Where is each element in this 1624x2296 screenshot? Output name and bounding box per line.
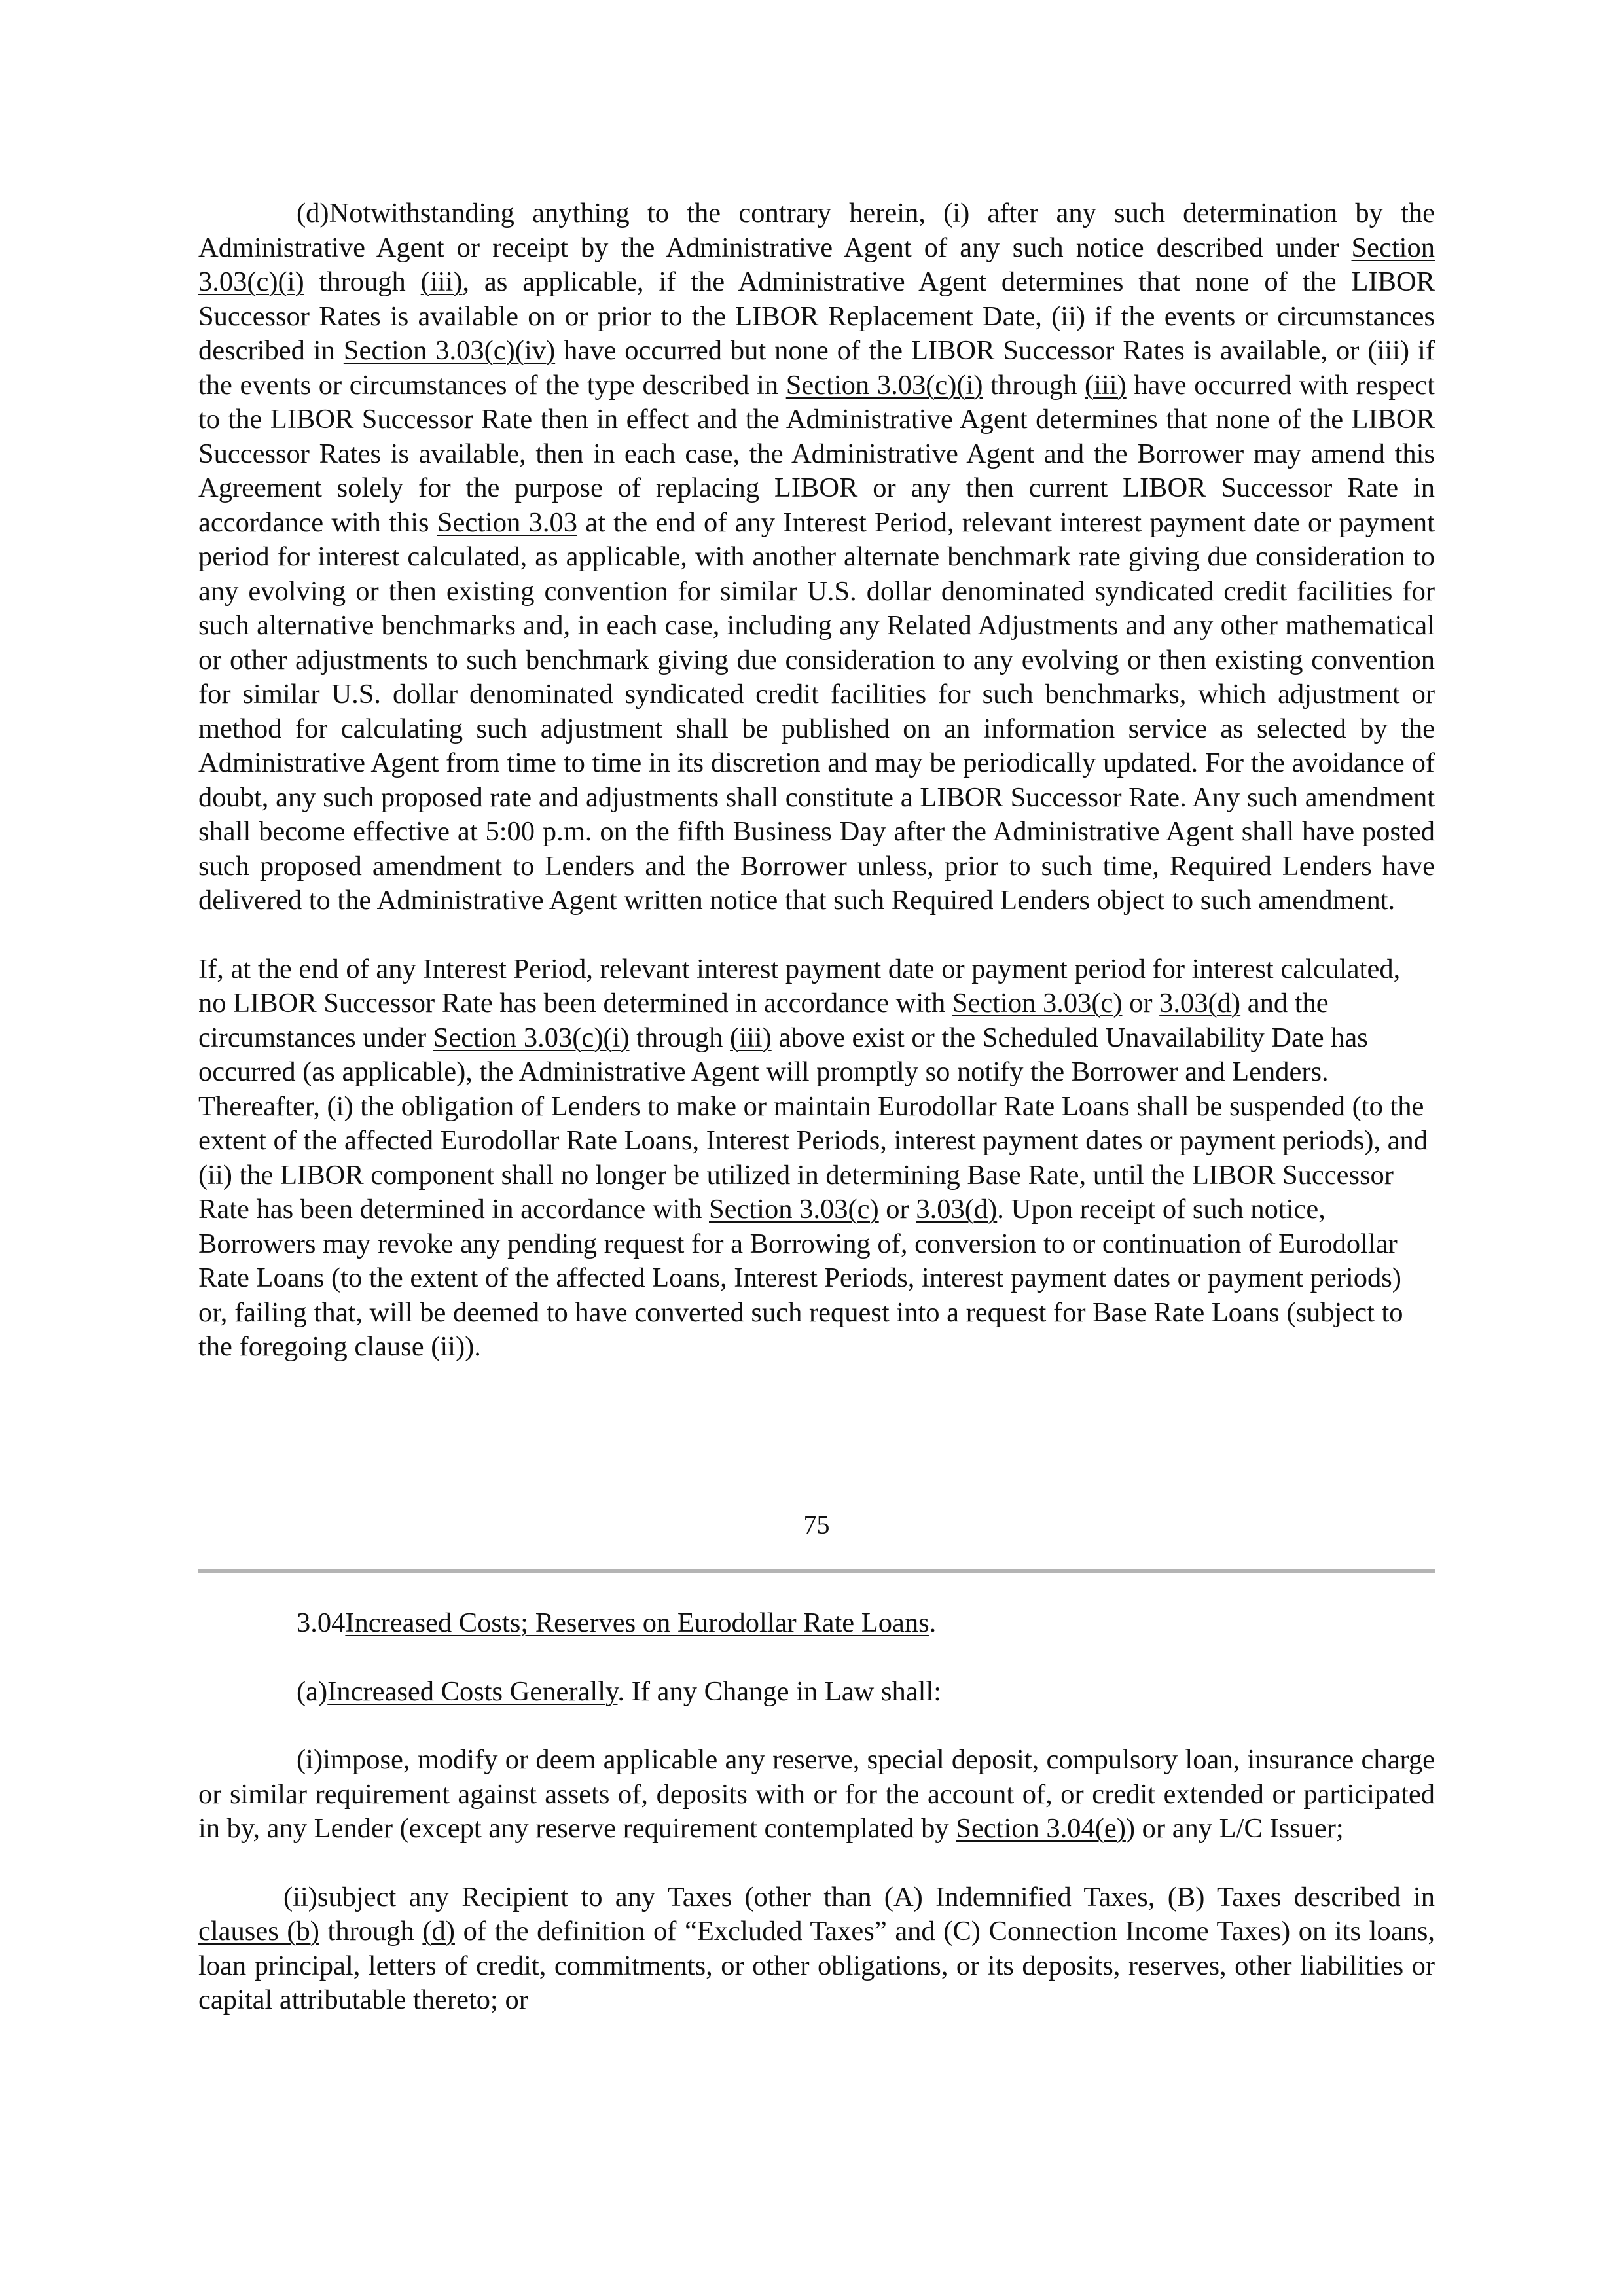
section-ref-link[interactable]: 3.03(d) (916, 1194, 998, 1225)
page-divider (198, 1569, 1435, 1573)
section-ref-link[interactable]: Section 3.03 (437, 507, 577, 538)
section-ref-link[interactable]: Section 3.03(c)(i) (785, 369, 983, 401)
section-ref-link[interactable]: (iii) (420, 266, 463, 297)
section-ref-link[interactable]: (iii) (1084, 369, 1127, 401)
section-ref-link[interactable]: Section 3.03(c)(iv) (343, 335, 556, 366)
paragraph-i-number: (i) (297, 1744, 323, 1775)
paragraph-ii: (ii)subject any Recipient to any Taxes (other than (A) Indemnified Taxes, (B) Taxes described in clauses (b) through (d) of the definition of “Excluded Taxes” and (C) Connection Income Taxes) on its loans, loan principal, letters of credit, commitments, or other obligations, or its deposits, reserves, other liabilities or capital attributable thereto; or (198, 1881, 1435, 2015)
clause-ref-link[interactable]: clauses (b) (198, 1916, 319, 1946)
section-ref-link[interactable]: Section 3.03(c) (709, 1194, 879, 1225)
section-ref-link[interactable]: Section 3.03(c)(i) (433, 1022, 630, 1053)
section-ref-link[interactable]: Section 3.03(c)(i) (198, 232, 1435, 297)
page-number: 75 (803, 1510, 830, 1539)
paragraph-if: If, at the end of any Interest Period, relevant interest payment date or payment period for interest calculated, no LIBOR Successor Rate has been determined in accordance with Section 3.03(c) or 3.03(d) and the circumstances under Section 3.03(c)(i) through (iii) above exist or the Scheduled Unavailability Date has occurred (as applicable), the Administrative Agent will promptly so notify the Borrower and Lenders. Thereafter, (i) the obligation of Lenders to make or maintain Eurodollar Rate Loans shall be suspended (to the extent of the affected Eurodollar Rate Loans, Interest Periods, interest payment dates or payment periods), and (ii) the LIBOR component shall no longer be utilized in determining Base Rate, until the LIBOR Successor Rate has been determined in accordance with Section 3.03(c) or 3.03(d). Upon receipt of such notice, Borrowers may revoke any pending request for a Borrowing of, conversion to or continuation of Eurodollar Rate Loans (to the extent of the affected Loans, Interest Periods, interest payment dates or payment periods) or, failing that, will be deemed to have converted such request into a request for Base Rate Loans (subject to the foregoing clause (ii)). (198, 953, 1428, 1362)
paragraph-d-number: (d) (297, 198, 329, 228)
page-bottom (198, 1606, 1435, 2018)
paragraph-i: (i)impose, modify or deem applicable any reserve, special deposit, compulsory loan, insurance charge or similar requirement against assets of, deposits with or for the account of, or credit extended or participated in by, any Lender (except any reserve requirement contemplated by Section 3.04(e)) or any L/C Issuer; (198, 1744, 1435, 1844)
paragraph-ii-number: (ii) (283, 1881, 317, 1912)
clause-ref-link[interactable]: (d) (422, 1916, 455, 1946)
page-top (198, 196, 1435, 1365)
section-ref-link[interactable]: Section 3.04(e) (956, 1813, 1126, 1844)
paragraph-a-title: Increased Costs Generally (327, 1676, 618, 1707)
paragraph-a-number: (a) (297, 1676, 328, 1707)
paragraph-a: (a)Increased Costs Generally. If any Change in Law shall: (297, 1676, 942, 1707)
section-number: 3.04 (297, 1607, 346, 1638)
section-ref-link[interactable]: (iii) (729, 1022, 772, 1053)
paragraph-d: (d)Notwithstanding anything to the contrary herein, (i) after any such determination by the Administrative Agent or receipt by the Administrative Agent of any such notice described under Section 3.03(c)(i) through (iii), as applicable, if the Administrative Agent determines that none of the LIBOR Successor Rates is available on or prior to the LIBOR Replacement Date, (ii) if the events or circumstances described in Section 3.03(c)(iv) have occurred but none of the LIBOR Successor Rates is available, or (iii) if the events or circumstances of the type described in Section 3.03(c)(i) through (iii) have occurred with respect to the LIBOR Successor Rate then in effect and the Administrative Agent determines that none of the LIBOR Successor Rates is available, then in each case, the Administrative Agent and the Borrower may amend this Agreement solely for the purpose of replacing LIBOR or any then current LIBOR Successor Rate in accordance with this Section 3.03 at the end of any Interest Period, relevant interest payment date or payment period for interest calculated, as applicable, with another alternate benchmark rate giving due consideration to any evolving or then existing convention for similar U.S. dollar denominated syndicated credit facilities for such alternative benchmarks and, in each case, including any Related Adjustments and any other mathematical or other adjustments to such benchmark giving due consideration to any evolving or then existing convention for similar U.S. dollar denominated syndicated credit facilities for such benchmarks, which adjustment or method for calculating such adjustment shall be published on an information service as selected by the Administrative Agent from time to time in its discretion and may be periodically updated. For the avoidance of doubt, any such proposed rate and adjustments shall constitute a LIBOR Successor Rate. Any such amendment shall become effective at 5:00 p.m. on the fifth Business Day after the Administrative Agent shall have posted such proposed amendment to Lenders and the Borrower unless, prior to such time, Required Lenders have delivered to the Administrative Agent written notice that such Required Lenders object to such amendment. (198, 198, 1435, 916)
section-title: Increased Costs; Reserves on Eurodollar Rate Loans (345, 1607, 929, 1638)
section-ref-link[interactable]: Section 3.03(c) (952, 988, 1123, 1018)
section-ref-link[interactable]: 3.03(d) (1159, 988, 1241, 1018)
section-heading: 3.04Increased Costs; Reserves on Eurodollar Rate Loans. (297, 1607, 937, 1638)
